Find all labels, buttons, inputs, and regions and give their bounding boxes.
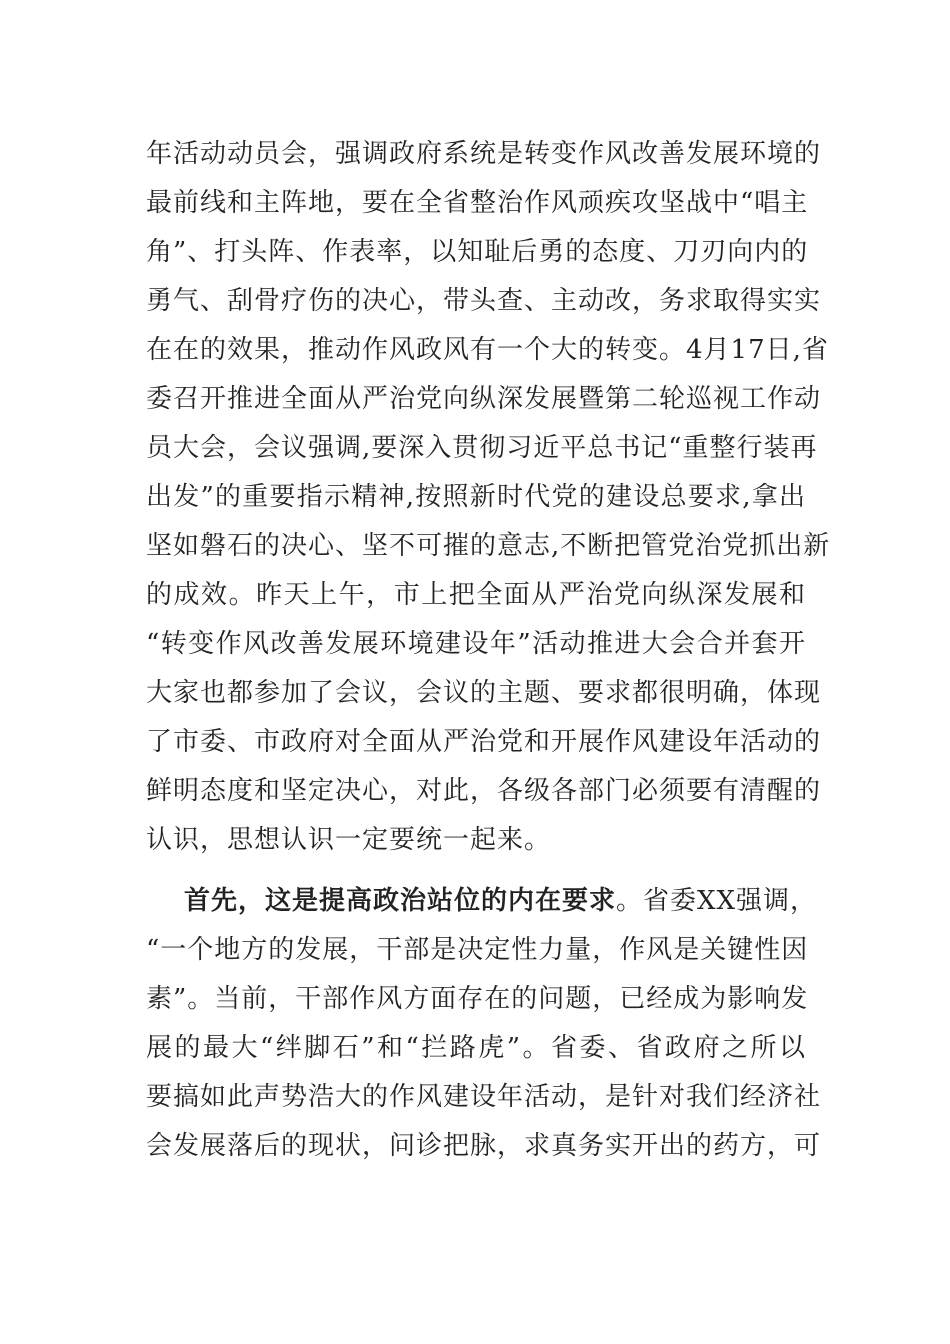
text-line: 素”。当前，干部作风方面存在的问题，已经成为影响发 xyxy=(146,984,809,1014)
paragraph-spacer xyxy=(146,865,806,877)
text-line: 出发”的重要指示精神,按照新时代党的建设总要求,拿出 xyxy=(146,482,806,512)
paragraph-heading: 首先，这是提高政治站位的内在要求 xyxy=(184,886,617,916)
text-line: 大家也都参加了会议，会议的主题、要求都很明确，体现 xyxy=(146,678,822,708)
text-line: 勇气、刮骨疗伤的决心，带头查、主动改，务求取得实实 xyxy=(146,286,822,316)
text-line: “转变作风改善发展环境建设年”活动推进大会合并套开 xyxy=(146,629,806,659)
text-line: 会发展落后的现状，问诊把脉，求真务实开出的药方，可 xyxy=(146,1131,822,1161)
text-line: 要搞如此声势浩大的作风建设年活动，是针对我们经济社 xyxy=(146,1082,822,1112)
text-line: 角”、打头阵、作表率，以知耻后勇的态度、刀刃向内的 xyxy=(146,237,809,267)
text-line: 的成效。昨天上午，市上把全面从严治党向纵深发展和 xyxy=(146,580,806,610)
text-line: 员大会，会议强调,要深入贯彻习近平总书记“重整行装再 xyxy=(146,433,818,463)
text-line: 在在的效果，推动作风政风有一个大的转变。4月17日,省 xyxy=(146,335,829,365)
paragraph-heading-tail: 。省委XX强调， xyxy=(616,886,818,916)
paragraph-2 xyxy=(146,877,822,1171)
text-line: 展的最大“绊脚石”和“拦路虎”。省委、省政府之所以 xyxy=(146,1033,806,1063)
paragraph-1 xyxy=(146,130,831,865)
text-line: 鲜明态度和坚定决心，对此，各级各部门必须要有清醒的 xyxy=(146,776,822,806)
text-line: “一个地方的发展，干部是决定性力量，作风是关键性因 xyxy=(146,935,809,965)
text-line: 委召开推进全面从严治党向纵深发展暨第二轮巡视工作动 xyxy=(146,384,822,414)
text-line: 了市委、市政府对全面从严治党和开展作风建设年活动的 xyxy=(146,727,822,757)
text-line: 最前线和主阵地，要在全省整治作风顽疾攻坚战中“唱主 xyxy=(146,188,809,218)
document-body xyxy=(146,130,831,1171)
paragraph-first-line xyxy=(146,877,818,926)
text-line: 坚如磐石的决心、坚不可摧的意志,不断把管党治党抓出新 xyxy=(146,531,831,561)
text-line: 年活动动员会，强调政府系统是转变作风改善发展环境的 xyxy=(146,139,822,169)
text-line: 认识，思想认识一定要统一起来。 xyxy=(146,825,552,855)
